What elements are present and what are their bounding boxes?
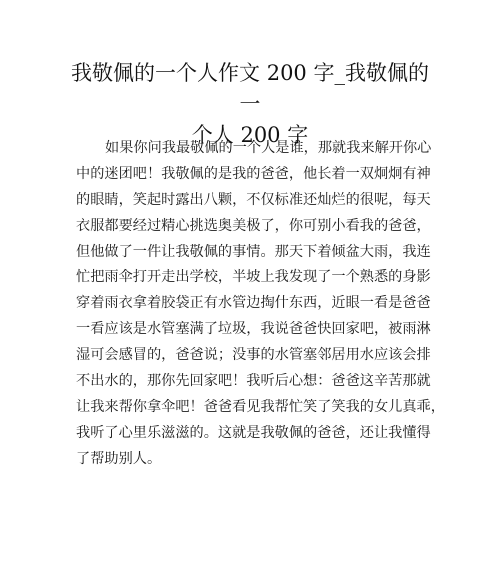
body-line: 一看应该是水管塞满了垃圾，我说爸爸快回家吧，被雨淋: [76, 321, 431, 338]
article-title-line-2: 个人 200 字: [191, 123, 309, 147]
body-line: 穿着雨衣拿着胶袋正有水管边掏什东西，近眼一看是爸爸: [76, 295, 431, 312]
article-title-line-1: 我敬佩的一个人作文 200 字_我敬佩的一: [71, 61, 429, 116]
body-line: 不出水的，那你先回家吧！我听后心想：爸爸这辛苦那就: [76, 373, 431, 390]
body-line: 中的迷团吧！我敬佩的是我的爸爸，他长着一双炯炯有神: [76, 165, 431, 182]
article-body: [76, 136, 445, 473]
body-line: 的眼睛，笑起时露出八颗，不仅标准还灿烂的很呢，每天: [76, 191, 431, 208]
body-line: 让我来帮你拿伞吧！爸爸看见我帮忙笑了笑我的女儿真乖，: [76, 398, 445, 415]
body-line: 衣服都要经过精心挑选奥美极了，你可别小看我的爸爸，: [76, 217, 431, 234]
body-line: 湿可会感冒的，爸爸说；没事的水管塞邻居用水应该会排: [76, 347, 431, 364]
body-line: 但他做了一件让我敬佩的事情。那天下着倾盆大雨，我连: [76, 243, 431, 260]
body-line: 我听了心里乐滋滋的。这就是我敬佩的爸爸，还让我懂得: [76, 424, 431, 441]
body-line: 了帮助别人。: [76, 450, 162, 467]
body-line: 忙把雨伞打开走出学校，半坡上我发现了一个熟悉的身影: [76, 269, 431, 286]
body-line: 如果你问我最敬佩的一个人是谁，那就我来解开你心: [105, 140, 432, 156]
